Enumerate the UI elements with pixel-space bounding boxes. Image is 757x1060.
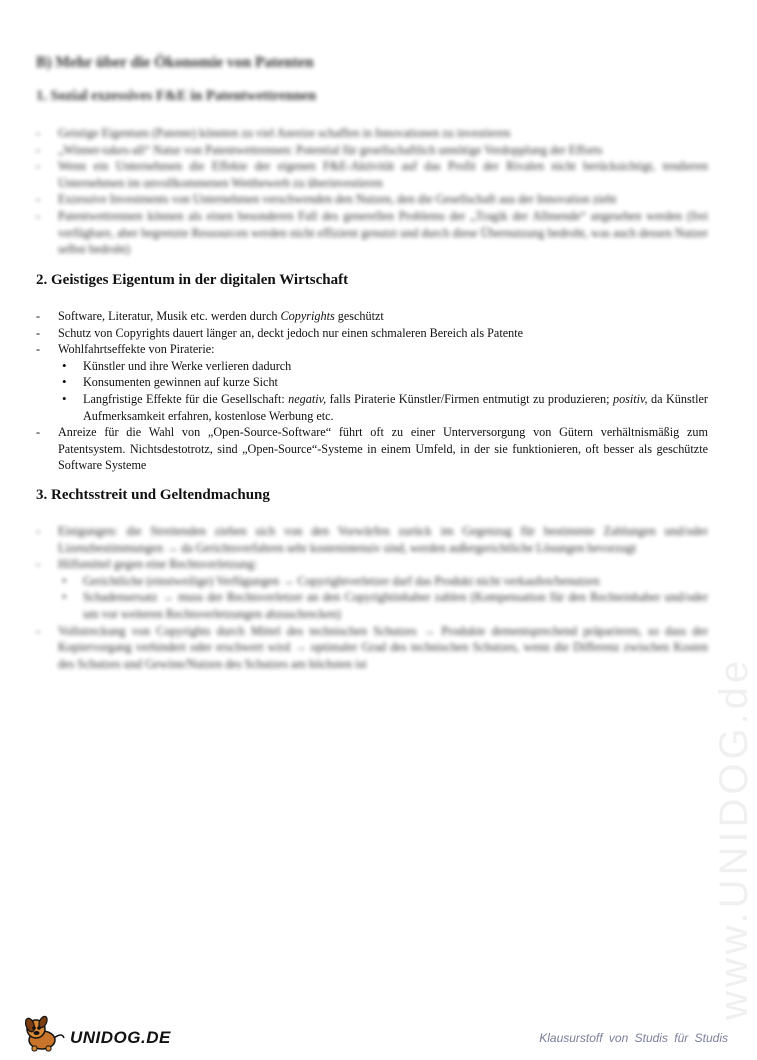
section3-list [36, 523, 708, 672]
list-item [36, 556, 708, 622]
section1-list [36, 125, 708, 258]
list-item: - Schutz von Copyrights dauert länger an, deckt jedoch nur einen schmaleren Bereich als Patente [36, 325, 708, 342]
bullet-item: • Gerichtliche (einstweilige) Verfügungen → Copyrightverletzer darf das Produkt nicht verkaufen/benutzen [58, 573, 708, 590]
list-item: - Geistige Eigentum (Patente) könnten zu viel Anreize schaffen in Innovationen zu investieren [36, 125, 708, 142]
text: falls Piraterie Künstler/Firmen entmutigt zu produzieren; [326, 391, 613, 406]
watermark: www.UNIDOG.de [712, 656, 756, 1020]
list-item: - „Winner-takes-all“ Natur von Patentwettrennen: Potential für gesellschaftlich unnötige Verdopplung der Efforts [36, 142, 708, 159]
bullet-item: • Künstler und ihre Werke verlieren dadurch [58, 358, 708, 375]
piracy-effects-list [58, 358, 708, 424]
list-item: - Vollstreckung von Copyrights durch Mittel des technischen Schutzes → Produkte dementsprechend präparieren, so dass der Kopiervorgang verhindert oder erschwert wird → optimaler Grad des technischen Schutzes, wenn die Differenz zwischen Kosten des Schutzes und Gewinn/Nutzen des Schutzes am höchsten ist [36, 623, 708, 673]
unidog-logo [22, 1016, 182, 1052]
bullet-item [58, 391, 708, 424]
list-item [36, 308, 708, 325]
section1-title: 1. Sozial exzessives F&E in Patentwettrennen [36, 88, 317, 104]
emphasis: positiv, [612, 391, 648, 406]
list-item: - Wenn ein Unternehmen die Effekte der eigenen F&E-Aktivität auf das Profit der Rivalen nicht berücksichtigt, tendieren Unternehmen im unvollkommenen Wettbewerb zu überinvestieren [36, 158, 708, 191]
bullet-item: • Konsumenten gewinnen auf kurze Sicht [58, 374, 708, 391]
section-heading-b: B) Mehr über die Ökonomie von Patenten [36, 54, 314, 71]
section3-title: 3. Rechtsstreit und Geltendmachung [36, 487, 270, 503]
remedies-list [58, 573, 708, 623]
footer-tagline: Klausurstoff von Studis für Studis [539, 1031, 728, 1045]
dog-mascot-icon [22, 1016, 68, 1052]
text: Software, Literatur, Musik etc. werden durch [58, 309, 281, 323]
emphasis: negativ, [288, 391, 327, 406]
text: Wohlfahrtseffekte von Piraterie: [58, 342, 215, 357]
section2-title: 2. Geistiges Eigentum in der digitalen Wirtschaft [36, 272, 349, 288]
list-item [36, 341, 708, 424]
bullet-item: • Schadensersatz → muss der Rechtsverletzer an den Copyrightinhaber zahlen (Kompensation für den Rechteinhaber und/oder um vor weiteren Rechtsverletzungen abzuschrecken) [58, 589, 708, 622]
list-item: - Anreize für die Wahl von „Open-Source-Software“ führt oft zu einer Unterversorgung von Gütern verhältnismäßig zum Patentsystem. Nichtsdestotrotz, sind „Open-Source“-Systeme in einem Umfeld, in der sie funktionieren, oft besser als geschützte Software Systeme [36, 424, 708, 474]
text: Hilfsmittel gegen eine Rechtsverletzung: [58, 557, 258, 572]
emphasis: Copyrights [280, 309, 335, 323]
text: da Künstler Aufmerksamkeit erfahren, kostenlose Werbung etc. [83, 391, 708, 423]
section2-list [36, 308, 708, 474]
list-item: - Patentwettrennen können als einen besonderen Fall des generellen Problems der „Tragik der Allmende“ angesehen werden (frei verfügbare, aber begrenzte Ressourcen werden nicht effizient genutzt und durch diese Übernutzung bedroht, was auch dessen Nutzer selbst bedroht) [36, 208, 708, 258]
logo-text: UNIDOG.DE [70, 1028, 171, 1047]
text: Langfristige Effekte für die Gesellschaft: [83, 391, 289, 406]
list-item: - Einigungen: die Streitenden ziehen sich von den Vorwürfen zurück im Gegenzug für bestimmte Zahlungen und/oder Lizenzbestimmungen → da Gerichtsverfahren sehr kostenintensiv sind, werden außergerichtliche Lösungen bevorzugt [36, 523, 708, 556]
list-item: - Exzessive Investments von Unternehmen verschwenden den Nutzen, den die Gesellschaft aus der Innovation zieht [36, 191, 708, 208]
text: geschützt [334, 309, 384, 323]
